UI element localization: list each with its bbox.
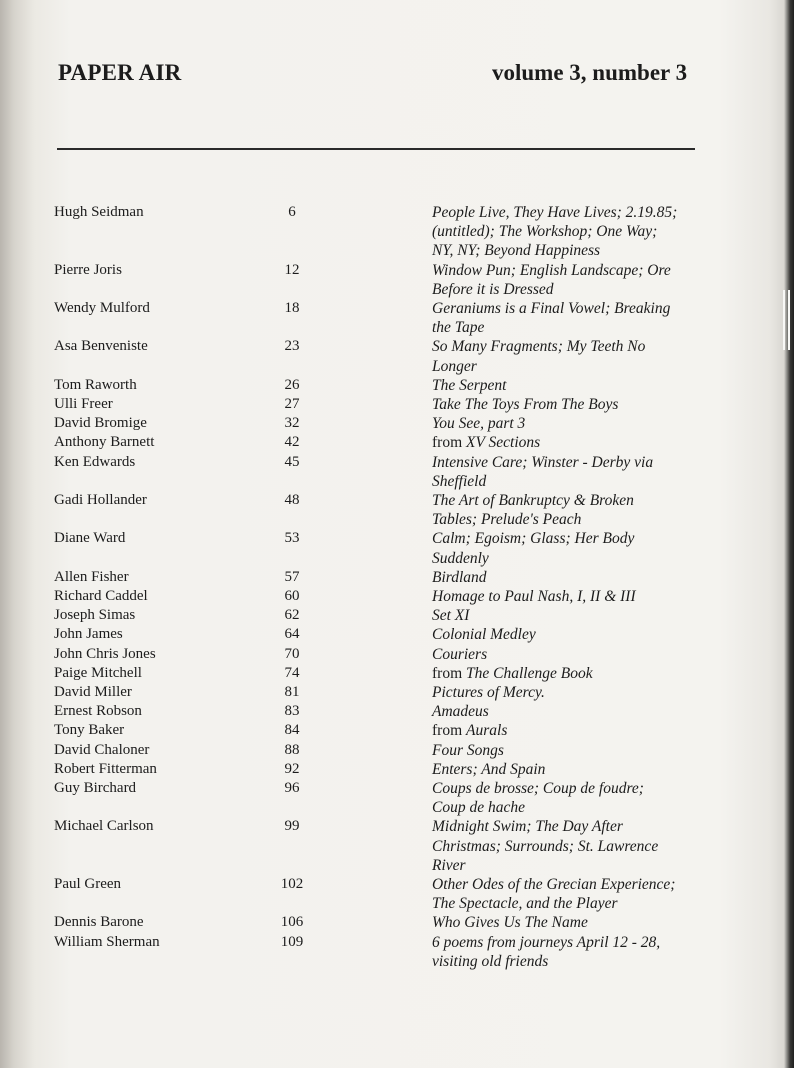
toc-title — [432, 395, 732, 414]
toc-title — [432, 683, 732, 702]
toc-author: Pierre Joris — [54, 261, 122, 278]
toc-author: Paige Mitchell — [54, 664, 142, 681]
toc-page-number: 96 — [284, 780, 300, 796]
toc-page-number: 53 — [284, 530, 300, 547]
toc-title — [432, 568, 732, 587]
toc-author: Asa Benveniste — [54, 338, 148, 355]
toc-title-text: Suddenly — [432, 549, 489, 567]
toc-title — [432, 933, 732, 971]
toc-title-line — [432, 568, 732, 587]
toc-title-prefix: from — [432, 664, 467, 682]
toc-page-number: 81 — [284, 684, 300, 700]
toc-title — [432, 261, 732, 299]
toc-title — [432, 376, 732, 395]
toc-title-line — [432, 318, 732, 337]
toc-title-text: 6 poems from journeys April 12 - 28, — [432, 933, 661, 951]
toc-title-prefix: from — [432, 434, 467, 452]
toc-title-line — [432, 933, 732, 952]
toc-page-number: 42 — [284, 434, 300, 451]
toc-title-text: So Many Fragments; My Teeth No — [432, 338, 646, 356]
toc-title-line — [432, 875, 732, 894]
toc-title-text: Couriers — [432, 645, 488, 663]
header-rule — [57, 148, 695, 150]
toc-title — [432, 299, 732, 337]
toc-title-line — [432, 491, 732, 510]
toc-page-number: 26 — [284, 376, 300, 393]
toc-title — [432, 913, 732, 932]
toc-title — [432, 414, 732, 433]
toc-title-line — [432, 337, 732, 356]
toc-author: Tony Baker — [54, 722, 125, 739]
toc-title-line — [432, 683, 732, 702]
toc-title-line — [432, 645, 732, 664]
toc-title-text: Who Gives Us The Name — [432, 914, 588, 932]
toc-title — [432, 645, 732, 664]
issue-number: volume 3, number 3 — [492, 60, 688, 85]
toc-author: Robert Fitterman — [54, 760, 157, 777]
toc-title-text: Calm; Egoism; Glass; Her Body — [432, 530, 635, 548]
toc-page-number: 70 — [284, 645, 300, 662]
toc-title-line — [432, 625, 732, 644]
toc-title-line — [432, 280, 732, 299]
toc-title-text: Tables; Prelude's Peach — [432, 511, 582, 529]
toc-page-number: 23 — [284, 338, 300, 355]
toc-title — [432, 337, 732, 375]
toc-title-text: XV Sections — [466, 434, 541, 452]
toc-title — [432, 625, 732, 644]
toc-title — [432, 529, 732, 567]
toc-author: Ernest Robson — [54, 703, 142, 720]
toc-title-text: Four Songs — [432, 741, 504, 759]
toc-title-text: Longer — [432, 357, 477, 375]
toc-title — [432, 760, 732, 779]
toc-title-text: Coups de brosse; Coup de foudre; — [432, 780, 644, 797]
toc-title — [432, 702, 732, 721]
toc-author: Guy Birchard — [54, 780, 137, 796]
toc-title-text: River — [432, 856, 466, 874]
toc-author: Joseph Simas — [54, 607, 136, 624]
toc-author: Hugh Seidman — [54, 204, 144, 220]
toc-title-line — [432, 587, 732, 606]
toc-author: Richard Caddel — [54, 588, 148, 604]
toc-page-number: 109 — [280, 933, 304, 950]
toc-title-line — [432, 414, 732, 433]
toc-title-text: Midnight Swim; The Day After — [432, 818, 623, 836]
toc-title-text: Other Odes of the Grecian Experience; — [432, 876, 676, 893]
toc-page-number: 99 — [284, 818, 300, 835]
toc-title-text: Amadeus — [432, 703, 489, 721]
toc-page-number: 32 — [284, 415, 300, 432]
journal-title: PAPER AIR — [58, 60, 182, 85]
toc-author: John James — [54, 626, 123, 643]
toc-title-text: The Art of Bankruptcy & Broken — [432, 492, 634, 509]
toc-title-text: Birdland — [432, 568, 487, 586]
toc-author: Michael Carlson — [54, 818, 154, 835]
toc-title-text: visiting old friends — [432, 952, 549, 970]
toc-author: Wendy Mulford — [54, 300, 150, 316]
toc-author: Tom Raworth — [54, 376, 137, 393]
toc-title-line — [432, 913, 732, 932]
toc-title-text: Aurals — [466, 722, 508, 740]
toc-title-text: Christmas; Surrounds; St. Lawrence — [432, 837, 659, 855]
toc-title-line — [432, 606, 732, 625]
toc-author: Allen Fisher — [54, 568, 129, 585]
toc-title-text: Before it is Dressed — [432, 280, 554, 298]
toc-title — [432, 491, 732, 529]
page-edge-marks — [783, 290, 790, 350]
toc-page-number: 45 — [284, 453, 300, 470]
toc-title-line — [432, 395, 732, 414]
toc-title-prefix: from — [432, 722, 467, 740]
toc-title-line — [432, 721, 732, 740]
toc-title-line — [432, 856, 732, 875]
toc-page-number: 84 — [284, 722, 300, 739]
toc-title-text: Window Pun; English Landscape; Ore — [432, 261, 671, 279]
toc-title — [432, 587, 732, 606]
toc-author: David Bromige — [54, 415, 147, 432]
toc-page-number: 27 — [284, 396, 300, 412]
toc-title-text: Coup de hache — [432, 799, 525, 817]
toc-title-text: the Tape — [432, 319, 485, 337]
toc-title-text: Geraniums is a Final Vowel; Breaking — [432, 300, 671, 317]
toc-title-line — [432, 817, 732, 836]
toc-page-number: 92 — [284, 760, 300, 777]
toc-title-text: Set XI — [432, 607, 470, 625]
toc-page-number: 62 — [284, 607, 300, 624]
toc-title-line — [432, 798, 732, 817]
toc-title-text: The Spectacle, and the Player — [432, 895, 618, 913]
toc-title — [432, 664, 732, 683]
toc-title-line — [432, 299, 732, 318]
toc-title-line — [432, 779, 732, 798]
toc-title-line — [432, 203, 732, 222]
toc-title — [432, 779, 732, 817]
toc-author: William Sherman — [54, 933, 160, 950]
toc-author: Gadi Hollander — [54, 492, 147, 508]
toc-title-line — [432, 837, 732, 856]
toc-title-text: You See, part 3 — [432, 415, 526, 433]
toc-title — [432, 203, 732, 261]
toc-page-number: 83 — [284, 703, 300, 720]
toc-author: David Miller — [54, 684, 132, 700]
toc-title-text: Homage to Paul Nash, I, II & III — [432, 588, 636, 605]
toc-author: Ken Edwards — [54, 453, 136, 470]
toc-title-text: (untitled); The Workshop; One Way; — [432, 223, 658, 241]
toc-page-number: 57 — [284, 568, 300, 585]
toc-title-line — [432, 261, 732, 280]
toc-title-line — [432, 549, 732, 568]
toc-title-line — [432, 433, 732, 452]
toc-author: Dennis Barone — [54, 914, 144, 931]
toc-title — [432, 606, 732, 625]
toc-title — [432, 741, 732, 760]
toc-title-line — [432, 529, 732, 548]
toc-author: John Chris Jones — [54, 645, 156, 662]
toc-title-line — [432, 741, 732, 760]
toc-title-line — [432, 357, 732, 376]
toc-title-text: Take The Toys From The Boys — [432, 396, 619, 413]
toc-page-number: 48 — [284, 492, 300, 508]
toc-title-text: Intensive Care; Winster - Derby via — [432, 453, 654, 471]
toc-title-line — [432, 222, 732, 241]
toc-title-line — [432, 952, 732, 971]
toc-page-number: 74 — [284, 664, 300, 681]
toc-title-line — [432, 510, 732, 529]
toc-page-number: 6 — [288, 204, 296, 220]
toc-title-text: Enters; And Spain — [432, 760, 546, 778]
toc-title-text: Colonial Medley — [432, 626, 536, 644]
toc-title — [432, 817, 732, 875]
toc-title-line — [432, 472, 732, 491]
toc-title-text: People Live, They Have Lives; 2.19.85; — [432, 204, 678, 221]
toc-title — [432, 721, 732, 740]
toc-title — [432, 453, 732, 491]
toc-title-text: Pictures of Mercy. — [432, 684, 545, 701]
toc-page-number: 64 — [284, 626, 300, 643]
toc-page-number: 106 — [280, 914, 304, 931]
toc-title-line — [432, 376, 732, 395]
toc-page-number: 102 — [280, 876, 304, 892]
toc-author: Diane Ward — [54, 530, 126, 547]
toc-title-text: Sheffield — [432, 472, 487, 490]
toc-title — [432, 875, 732, 913]
toc-author: Anthony Barnett — [54, 434, 155, 451]
toc-page-number: 12 — [284, 261, 300, 278]
toc-title-text: The Challenge Book — [466, 664, 593, 682]
toc-title-line — [432, 453, 732, 472]
toc-title-line — [432, 241, 732, 260]
toc-author: Paul Green — [54, 876, 122, 892]
toc-title — [432, 433, 732, 452]
toc-title-line — [432, 894, 732, 913]
toc-page-number: 60 — [284, 588, 300, 604]
toc-title-text: NY, NY; Beyond Happiness — [432, 242, 601, 260]
toc-title-line — [432, 760, 732, 779]
toc-author: Ulli Freer — [54, 396, 113, 412]
toc-page-number: 88 — [284, 741, 300, 758]
toc-title-line — [432, 702, 732, 721]
toc-title-line — [432, 664, 732, 683]
toc-page-number: 18 — [284, 300, 300, 316]
toc-title-text: The Serpent — [432, 376, 507, 394]
toc-author: David Chaloner — [54, 741, 150, 758]
